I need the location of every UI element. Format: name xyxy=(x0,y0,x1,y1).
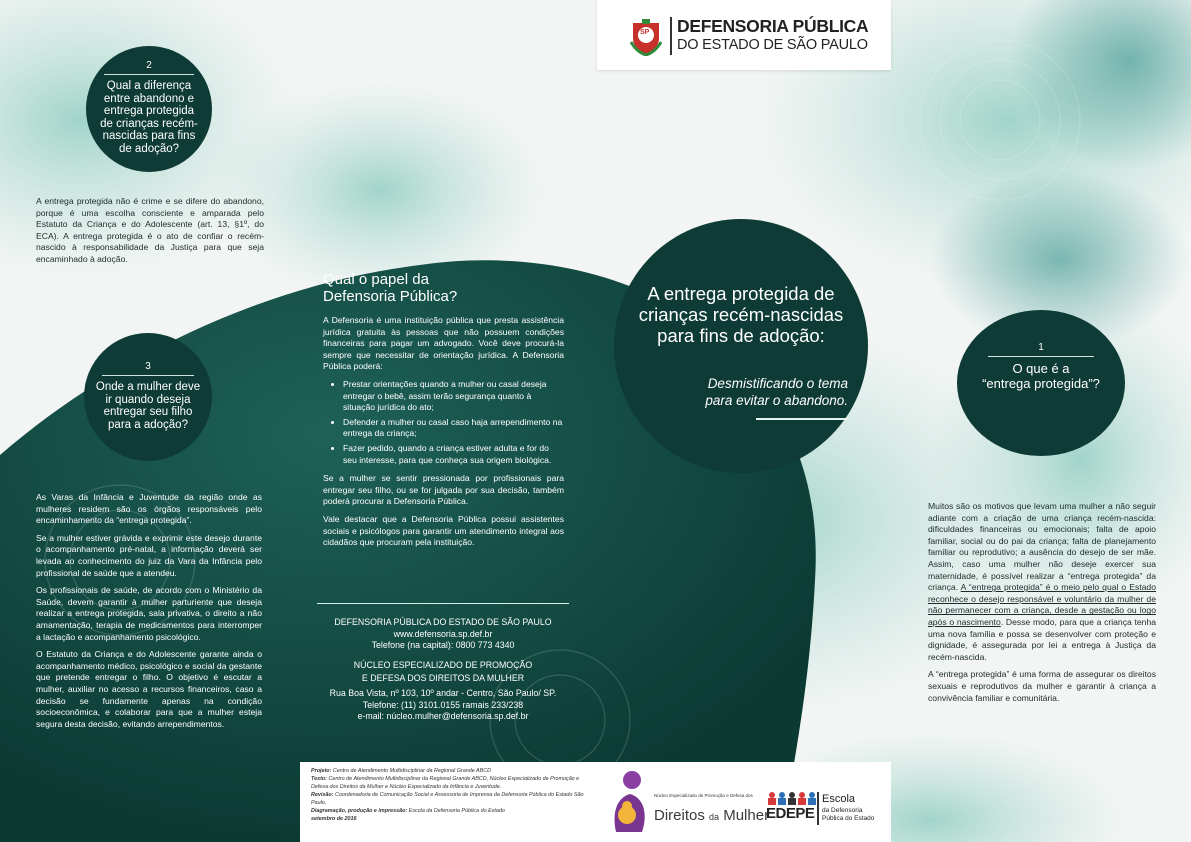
credits-text xyxy=(311,767,589,823)
rule xyxy=(988,356,1094,357)
answer-q1 xyxy=(928,501,1156,710)
question-circle-2 xyxy=(86,46,212,172)
credits-box xyxy=(300,762,891,842)
answer-paragraph: O Estatuto da Criança e do Adolescente garante ainda o acompanhamento médico, psicológico e social da gestante que pretende entregar o filho. O objetivo é escutar a mulher, auxiliar no acesso a recursos financeiros, caso a decisão se fundamente apenas na condição socioeconômica, e colaborar para que a mulher esteja segura desta decisão, evitando arrependimentos. xyxy=(36,649,262,729)
edepe-logo-text: EDEPE xyxy=(766,805,815,822)
escola-line: da Defensoria xyxy=(822,807,863,814)
seal-text: SP xyxy=(640,29,650,36)
contact-email: e-mail: núcleo.mulher@defensoria.sp.def.br xyxy=(357,711,529,722)
role-paragraph: Se a mulher se sentir pressionada por profissionais para entregar seu filho, ou se for julgada por sua decisão, também poderá procurar a Defensoria Pública. xyxy=(323,473,564,507)
role-bullet: • Defender a mulher ou casal caso haja arrependimento na entrega da criança; xyxy=(343,417,564,440)
contact-site: www.defensoria.sp.def.br xyxy=(393,628,493,639)
role-title: Qual o papel da Defensoria Pública? xyxy=(323,271,458,305)
credits-label: Projeto: xyxy=(311,768,332,774)
role-paragraph: Vale destacar que a Defensoria Pública possui assistentes sociais e psicólogos para garantir um atendimento integral aos cidadãos que procuram pela instituição. xyxy=(323,513,564,548)
credits-value: Centro de Atendimento Multidisciplinar da Regional Grande ABCD, Núcleo Especializado de Promoção e Defesa dos Direitos da Mulher e Núcleo Especializado da Infância e Juventude. xyxy=(311,776,580,790)
header-logo-box xyxy=(597,0,891,70)
nucleo-logo-word: Mulher xyxy=(723,807,770,824)
contact-phone: Telefone (na capital): 0800 773 4340 xyxy=(371,640,515,651)
sp-seal-icon xyxy=(629,18,663,56)
contact-divider xyxy=(317,603,569,604)
cover-circle xyxy=(614,219,868,473)
cover-subtitle-line1: Desmistificando o tema xyxy=(707,376,848,391)
rule xyxy=(102,375,194,376)
nucleo-mulher-logo-icon xyxy=(610,768,650,834)
nucleo-logo-word: da xyxy=(709,812,720,822)
cover-title xyxy=(614,283,868,346)
question-number: 2 xyxy=(146,60,152,71)
question-line-2: “entrega protegida”? xyxy=(982,375,1100,391)
role-bullet: • Fazer pedido, quando a criança estiver adulta e for do seu interesse, para que conheça sua origem biológica. xyxy=(343,443,564,466)
role-section xyxy=(323,272,564,555)
cover-underline xyxy=(756,418,848,420)
contact-address: Rua Boa Vista, nº 103, 10º andar - Centro, São Paulo/ SP. xyxy=(329,687,557,698)
org-name-line2: DO ESTADO DE SÃO PAULO xyxy=(677,37,868,53)
cover-title-text: A entrega protegida de crianças recém-nascidas para fins de adoção: xyxy=(638,283,844,346)
answer-paragraph: Se a mulher estiver grávida e exprimir este desejo durante o acompanhamento pré-natal, a informação deverá ser levada ao conhecimento do juiz da Vara da Infância pelo profissional de saúde que a atendeu. xyxy=(36,532,262,578)
answer-q3 xyxy=(36,492,262,736)
contact-nucleo-2: E DEFESA DOS DIREITOS DA MULHER xyxy=(361,673,525,684)
role-bullet: • Prestar orientações quando a mulher ou casal deseja entregar o bebê, assim terão segurança quanto à situação jurídica do ato; xyxy=(343,379,564,414)
role-intro: A Defensoria é uma instituição pública que presta assistência jurídica gratuita às pessoas que não possuem condições financeiras para pagar um advogado. Você deve procurá-la sempre que necessitar de orientação jurídica. A Defensoria Pública poderá: xyxy=(323,315,564,372)
contact-phone-2: Telefone: (11) 3101.0155 ramais 233/238 xyxy=(362,699,524,710)
question-number: 1 xyxy=(1038,342,1044,353)
question-text: Onde a mulher deve ir quando deseja entregar seu filho para a adoção? xyxy=(95,381,201,431)
answer-paragraph xyxy=(928,501,1156,663)
edepe-divider xyxy=(817,792,819,825)
question-text: Qual a diferença entre abandono e entrega protegida de crianças recém-nascidas para fins de adoção? xyxy=(100,80,198,155)
question-number: 3 xyxy=(145,361,151,372)
credits-label: Diagramação, produção e impressão: xyxy=(311,808,408,814)
contact-block xyxy=(317,617,569,723)
header-divider xyxy=(670,17,672,55)
credits-value: Centro de Atendimento Multidisciplinar da Regional Grande ABCD xyxy=(331,768,491,774)
escola-line: Pública do Estado xyxy=(822,814,875,822)
cover-subtitle-line2: para evitar o abandono. xyxy=(705,393,848,408)
role-bullets xyxy=(323,379,564,466)
question-circle-3 xyxy=(84,333,212,461)
credits-value: Escola da Defensoria Pública do Estado xyxy=(407,808,505,814)
credits-value: Coordenadoria de Comunicação Social e Assessoria de Imprensa da Defensoria Pública do Estado São Paulo. xyxy=(311,792,584,806)
credits-date: setembro de 2016 xyxy=(311,816,357,822)
nucleo-logo-word: Direitos xyxy=(654,807,705,824)
question-line-1: O que é a xyxy=(1012,361,1070,376)
org-name-line1: DEFENSORIA PÚBLICA xyxy=(677,16,869,36)
contact-org: DEFENSORIA PÚBLICA DO ESTADO DE SÃO PAULO xyxy=(334,617,552,627)
edepe-people-icon xyxy=(767,791,817,805)
escola-subtext xyxy=(822,807,874,822)
answer-text: . Desse modo, para que a criança tenha uma nova família e possa se desenvolver com proteção e dignidade, é assegurada por lei a entrega à Justiça da recém-nascida. xyxy=(928,616,1157,662)
nucleo-logo-small: Núcleo Especializado de Promoção e Defesa dos xyxy=(654,793,753,798)
cover-subtitle xyxy=(705,375,848,409)
credits-label: Revisão: xyxy=(311,792,334,798)
credits-label: Texto: xyxy=(311,776,327,782)
rule xyxy=(104,74,194,75)
contact-nucleo-1: NÚCLEO ESPECIALIZADO DE PROMOÇÃO xyxy=(353,659,533,670)
question-circle-1 xyxy=(957,310,1125,456)
answer-q2: A entrega protegida não é crime e se difere do abandono, porque é uma escolha consciente e amparada pelo Estatuto da Criança e do Adolescente (art. 13, §1º, do ECA). A entrega protegida é o ato de confiar o recém-nascido à responsabilidade da Justiça para que seja encaminhado à adoção. xyxy=(36,196,264,264)
escola-text: Escola xyxy=(822,793,856,805)
answer-paragraph: Os profissionais de saúde, de acordo com o Ministério da Saúde, devem garantir à mulher parturiente que deseja realizar a entrega protegida, sala privativa, o direito a não amamentação, terapia de medicamentos para interromper a lactação e acompanhamento psicológico. xyxy=(36,585,262,642)
answer-highlight: A “entrega protegida” é o meio pelo qual o Estado reconhece o desejo responsável e voluntário da mulher de não permanecer com a criança, desde a gestação ou logo após o nascimento xyxy=(928,582,1156,627)
answer-paragraph: A “entrega protegida” é uma forma de assegurar os direitos sexuais e reprodutivos da mulher e garantir à criança a convivência familiar e comunitária. xyxy=(928,669,1156,703)
answer-text: Muitos são os motivos que levam uma mulher a não seguir adiante com a criação de uma criança recém-nascida: dificuldades financeiras ou emocionais; falta de apoio familiar, social ou do pai da criança; falta de planejamento familiar ou reprodutivo; a ausência do desejo de ser mãe. Assim, caso uma mulher não deseje exercer sua maternidade, é possível realizar a “entrega protegida” da criança. xyxy=(928,501,1156,593)
nucleo-logo-name xyxy=(654,807,769,824)
answer-paragraph: As Varas da Infância e Juventude da região onde as mulheres residem são os órgãos responsáveis pelo encaminhamento da “entrega protegida”. xyxy=(36,492,262,526)
